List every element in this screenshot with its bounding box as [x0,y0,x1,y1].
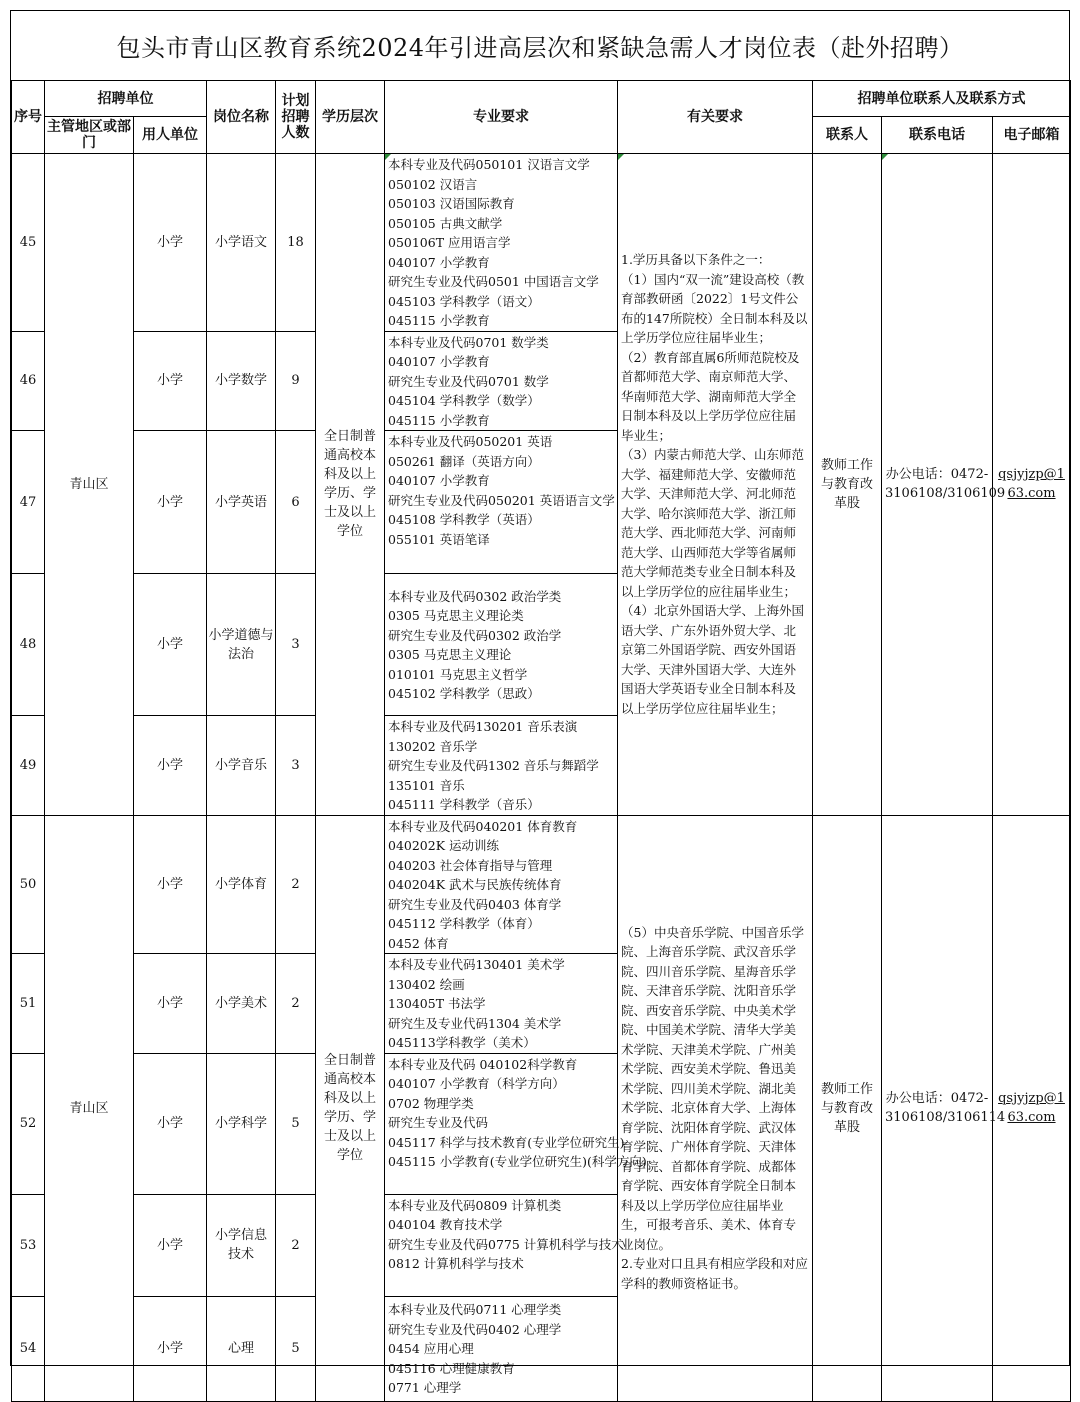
count-cell: 5 [276,1053,316,1194]
employer-cell: 小学 [134,815,207,954]
major-line: 0305 马克思主义理论类 [388,608,524,623]
major-line: 045115 小学教育(专业学位研究生)(科学方向) [388,1154,647,1169]
major-line: 040107 小学教育（科学方向） [388,1076,565,1091]
header-district: 主管地区或部门 [45,117,134,154]
requirement-item: （4）北京外国语大学、上海外国语大学、广东外语外贸大学、北京第二外国语学院、西安外国语大学、天津外国语大学、大连外国语大学英语专业全日制本科及以上学历学位应往届毕业生； [621,603,804,716]
education-cell: 全日制普通高校本科及以上学历、学士及以上学位 [316,815,385,1401]
major-line: 040202K 运动训练 [388,838,500,853]
major-cell [385,954,618,1054]
email-cell [993,154,1071,816]
major-line: 045111 学科教学（音乐） [388,797,540,812]
major-line: 045103 学科教学（语文） [388,293,540,309]
header-major: 专业要求 [385,81,618,154]
header-edu: 学历层次 [316,81,385,154]
major-line: 本科专业及代码050201 英语 [388,434,553,449]
major-line: 0305 马克思主义理论 [388,647,512,662]
major-line: 045112 学科教学（体育） [388,916,540,931]
header-contact: 联系人 [813,117,882,154]
count-cell: 3 [276,716,316,816]
major-line: 130405T 书法学 [388,996,486,1011]
major-line: 本科专业及代码050101 汉语言文学 [388,157,590,172]
post-cell: 心理 [207,1296,276,1401]
major-line: 研究生专业及代码0775 计算机科学与技术 [388,1236,624,1252]
major-line: 040107 小学教育 [388,473,490,488]
count-cell: 2 [276,954,316,1054]
major-line: 045113学科教学（美术） [388,1035,536,1050]
major-line: 本科专业及代码0701 数学类 [388,334,549,350]
contact-cell: 教师工作与教育改革股 [813,815,882,1401]
seq-cell: 52 [12,1053,45,1194]
contact-cell: 教师工作与教育改革股 [813,154,882,816]
count-cell: 2 [276,1194,316,1296]
major-line: 研究生专业及代码0501 中国语言文学 [388,274,599,289]
major-line: 研究生专业及代码050201 英语语言文学 [388,492,615,508]
email-link[interactable]: qsjyjzp@163.com [998,467,1065,502]
major-cell [385,716,618,816]
major-line: 050105 古典文献学 [388,215,503,231]
major-line: 研究生专业及代码0302 政治学 [388,627,562,643]
requirement-item: （2）教育部直属6所师范院校及首都师范大学、南京师范大学、华南师范大学、湖南师范大学全日制本科及以上学历学位应往届毕业生； [621,349,800,443]
major-line: 045117 科学与技术教育(专业学位研究生) [388,1134,625,1150]
major-line: 045116 心理健康教育 [388,1360,515,1376]
major-line: 本科专业及代码130201 音乐表演 [388,719,578,734]
major-line: 040203 社会体育指导与管理 [388,857,553,873]
major-line: 045102 学科教学（思政） [388,686,540,701]
major-line: 研究生专业及代码0701 数学 [388,373,549,389]
major-cell [385,1194,624,1296]
count-cell: 6 [276,431,316,574]
count-cell: 5 [276,1296,316,1401]
post-cell: 小学道德与法治 [207,574,276,716]
major-cell [385,431,618,574]
post-cell: 小学信息技术 [207,1194,276,1296]
employer-cell: 小学 [134,331,207,431]
post-cell: 小学语文 [207,154,276,332]
major-line: 0812 计算机科学与技术 [388,1256,524,1271]
post-cell: 小学数学 [207,331,276,431]
major-line: 0771 心理学 [388,1380,462,1396]
seq-cell: 51 [12,954,45,1054]
table-row [12,815,1071,954]
major-cell [385,815,618,954]
major-line: 0452 体育 [388,935,449,951]
header-post: 岗位名称 [207,81,276,154]
post-cell: 小学英语 [207,431,276,574]
requirements-cell [618,815,813,1401]
major-line: 050106T 应用语言学 [388,235,511,250]
header-email: 电子邮箱 [993,117,1071,154]
major-line: 050261 翻译（英语方向） [388,453,540,469]
major-line: 040104 教育技术学 [388,1217,503,1232]
major-line: 本科专业及代码040201 体育教育 [388,818,578,834]
major-cell [385,1296,618,1401]
major-line: 050102 汉语言 [388,176,478,192]
seq-cell: 49 [12,716,45,816]
header-phone: 联系电话 [882,117,993,154]
email-cell [993,815,1071,1401]
major-line: 045108 学科教学（英语） [388,512,540,527]
phone-text: 办公电话：0472-3106108/3106114 [885,1091,1006,1125]
seq-cell: 54 [12,1296,45,1401]
seq-cell: 53 [12,1194,45,1296]
major-line: 055101 英语笔译 [388,531,490,547]
seq-cell: 47 [12,431,45,574]
employer-cell: 小学 [134,954,207,1054]
major-line: 研究生专业及代码 [388,1115,489,1130]
employer-cell: 小学 [134,574,207,716]
major-line: 0702 物理学类 [388,1095,474,1111]
major-line: 本科及专业代码130401 美术学 [388,957,565,972]
header-unit: 招聘单位 [45,81,207,117]
count-cell: 9 [276,331,316,431]
comment-marker-icon [882,154,888,160]
major-line: 050103 汉语国际教育 [388,196,515,211]
header-count: 计划招聘人数 [276,81,316,154]
major-cell [385,331,618,431]
major-cell [385,574,618,716]
comment-marker-icon [385,154,391,160]
post-cell: 小学美术 [207,954,276,1054]
employer-cell: 小学 [134,154,207,332]
major-line: 045115 小学教育 [388,313,490,328]
requirements-cell [618,154,813,816]
positions-table [11,80,1071,1402]
table-row [12,154,1071,332]
district-cell: 青山区 [45,154,134,816]
post-cell: 小学音乐 [207,716,276,816]
requirement-item: （5）中央音乐学院、中国音乐学院、上海音乐学院、武汉音乐学院、四川音乐学院、星海音乐学院、天津音乐学院、沈阳音乐学院、西安音乐学院、中央美术学院、中国美术学院、清华大学美术学院、天津美术学院、广州美术学院、西安美术学院、鲁迅美术学院、四川美术学院、湖北美术学院、北京体育大学、上海体育学院、沈阳体育学院、武汉体育学院、广州体育学院、天津体育学院、首都体育学院、成都体育学院、西安体育学院全日制本科及以上学历学位应往届毕业生，可报考音乐、美术、体育专业岗位。 [621,924,804,1252]
phone-text: 办公电话：0472-3106108/3106109 [885,467,1006,502]
header-req: 有关要求 [618,81,813,154]
major-line: 本科专业及代码0711 心理学类 [388,1302,562,1318]
requirement-item: 1.学历具备以下条件之一： [621,252,771,268]
major-line: 本科专业及代码0302 政治学类 [388,588,562,604]
major-cell [385,154,618,332]
seq-cell: 46 [12,331,45,431]
header-seq: 序号 [12,81,45,154]
post-cell: 小学体育 [207,815,276,954]
header-employer: 用人单位 [134,117,207,154]
count-cell: 2 [276,815,316,954]
major-line: 135101 音乐 [388,777,465,793]
employer-cell: 小学 [134,716,207,816]
major-line: 045104 学科教学（数学） [388,393,540,408]
major-line: 本科专业及代码 040102科学教育 [388,1056,578,1072]
education-cell: 全日制普通高校本科及以上学历、学士及以上学位 [316,154,385,816]
requirement-item: （1）国内“双一流”建设高校（教育部教研函〔2022〕1号文件公布的147所院校）全日制本科及以上学历学位应往届毕业生； [621,271,808,346]
major-line: 研究生专业及代码0402 心理学 [388,1321,562,1337]
major-line: 研究生及专业代码1304 美术学 [388,1015,562,1031]
requirement-item: 2.专业对口且具有相应学段和对应学科的教师资格证书。 [621,1256,808,1291]
employer-cell: 小学 [134,1194,207,1296]
phone-cell [882,154,1006,816]
seq-cell: 48 [12,574,45,716]
major-line: 130202 音乐学 [388,738,478,754]
major-line: 045115 小学教育 [388,412,490,428]
major-line: 010101 马克思主义哲学 [388,666,528,682]
major-line: 130402 绘画 [388,976,465,992]
major-line: 040107 小学教育 [388,354,490,369]
post-cell: 小学科学 [207,1053,276,1194]
header-contact-group: 招聘单位联系人及联系方式 [813,81,1071,117]
seq-cell: 45 [12,154,45,332]
email-link[interactable]: qsjyjzp@163.com [998,1091,1065,1125]
major-line: 040204K 武术与民族传统体育 [388,877,562,892]
district-cell: 青山区 [45,815,134,1401]
major-line: 0454 应用心理 [388,1341,474,1357]
employer-cell: 小学 [134,1053,207,1194]
major-cell [385,1053,647,1194]
seq-cell: 50 [12,815,45,954]
comment-marker-icon [618,154,624,160]
employer-cell: 小学 [134,1296,207,1401]
major-line: 040107 小学教育 [388,254,490,270]
major-line: 研究生专业及代码0403 体育学 [388,896,562,912]
major-line: 研究生专业及代码1302 音乐与舞蹈学 [388,758,599,773]
employer-cell: 小学 [134,431,207,574]
requirement-item: （3）内蒙古师范大学、山东师范大学、福建师范大学、安徽师范大学、天津师范大学、河北师范大学、哈尔滨师范大学、浙江师范大学、西北师范大学、河南师范大学、山西师范大学等省属师范大学师范类专业全日制本科及以上学历学位的应往届毕业生； [621,447,804,599]
count-cell: 3 [276,574,316,716]
count-cell: 18 [276,154,316,332]
document-title: 包头市青山区教育系统2024年引进高层次和紧缺急需人才岗位表（赴外招聘） [116,33,964,62]
phone-cell [882,815,1006,1401]
major-line: 本科专业及代码0809 计算机类 [388,1197,562,1213]
